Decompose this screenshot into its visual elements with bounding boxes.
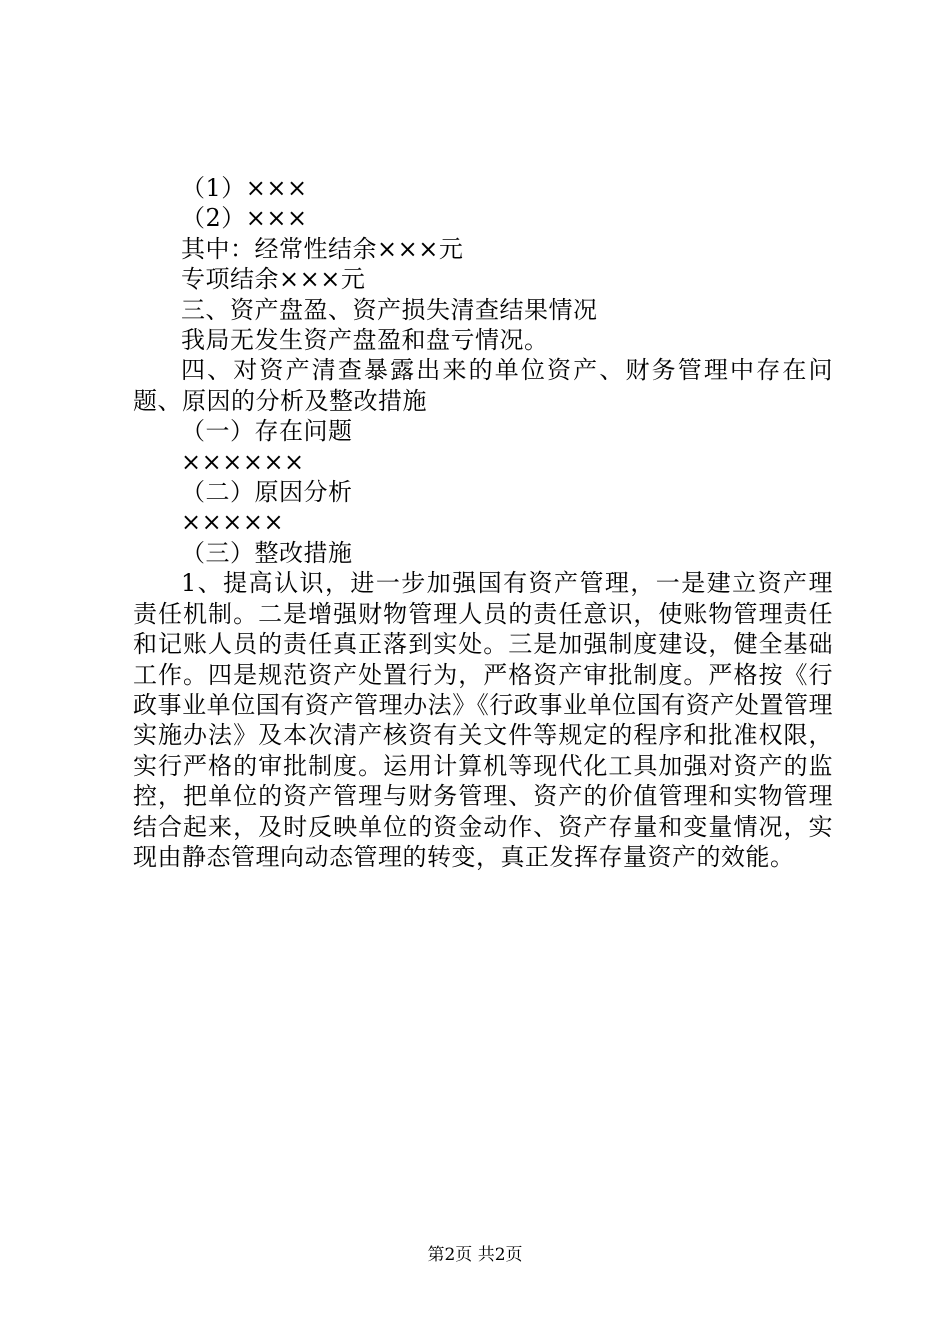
subsection-causes-heading: （二）原因分析 (181, 478, 353, 507)
document-body (133, 173, 833, 872)
subsection-problems-heading: （一）存在问题 (181, 417, 353, 446)
regular-surplus-line: 其中：经常性结余×××元 (181, 234, 464, 263)
section-3-heading: 三、资产盘盈、资产损失清查结果情况 (181, 295, 598, 324)
subsection-problems-content: ×××××× (181, 447, 305, 476)
section-4-heading: 四、对资产清查暴露出来的单位资产、财务管理中存在问题、原因的分析及整改措施 (133, 356, 833, 415)
item-1-line: （1）××× (181, 174, 308, 202)
subsection-measures-heading: （三）整改措施 (181, 538, 353, 567)
special-surplus-line: 专项结余×××元 (181, 265, 366, 294)
item-2-line: （2）××× (181, 204, 308, 233)
measures-paragraph-1: 1、提高认识，进一步加强国有资产管理，一是建立资产理责任机制。二是增强财物管理人员的责任意识，使账物管理责任和记账人员的责任真正落到实处。三是加强制度建设，健全基础工作。四是规范资产处置行为，严格资产审批制度。严格按《行政事业单位国有资产管理办法》《行政事业单位国有资产处置管理实施办法》及本次清产核资有关文件等规定的程序和批准权限，实行严格的审批制度。运用计算机等现代化工具加强对资产的监控，把单位的资产管理与财务管理、资产的价值管理和实物管理结合起来，及时反映单位的资金动作、资产存量和变量情况，实现由静态管理向动态管理的转变，真正发挥存量资产的效能。 (133, 569, 833, 871)
section-3-result: 我局无发生资产盘盈和盘亏情况。 (181, 326, 549, 355)
subsection-causes-content: ××××× (181, 508, 285, 537)
page-number-footer: 第2页 共2页 (427, 1245, 523, 1265)
